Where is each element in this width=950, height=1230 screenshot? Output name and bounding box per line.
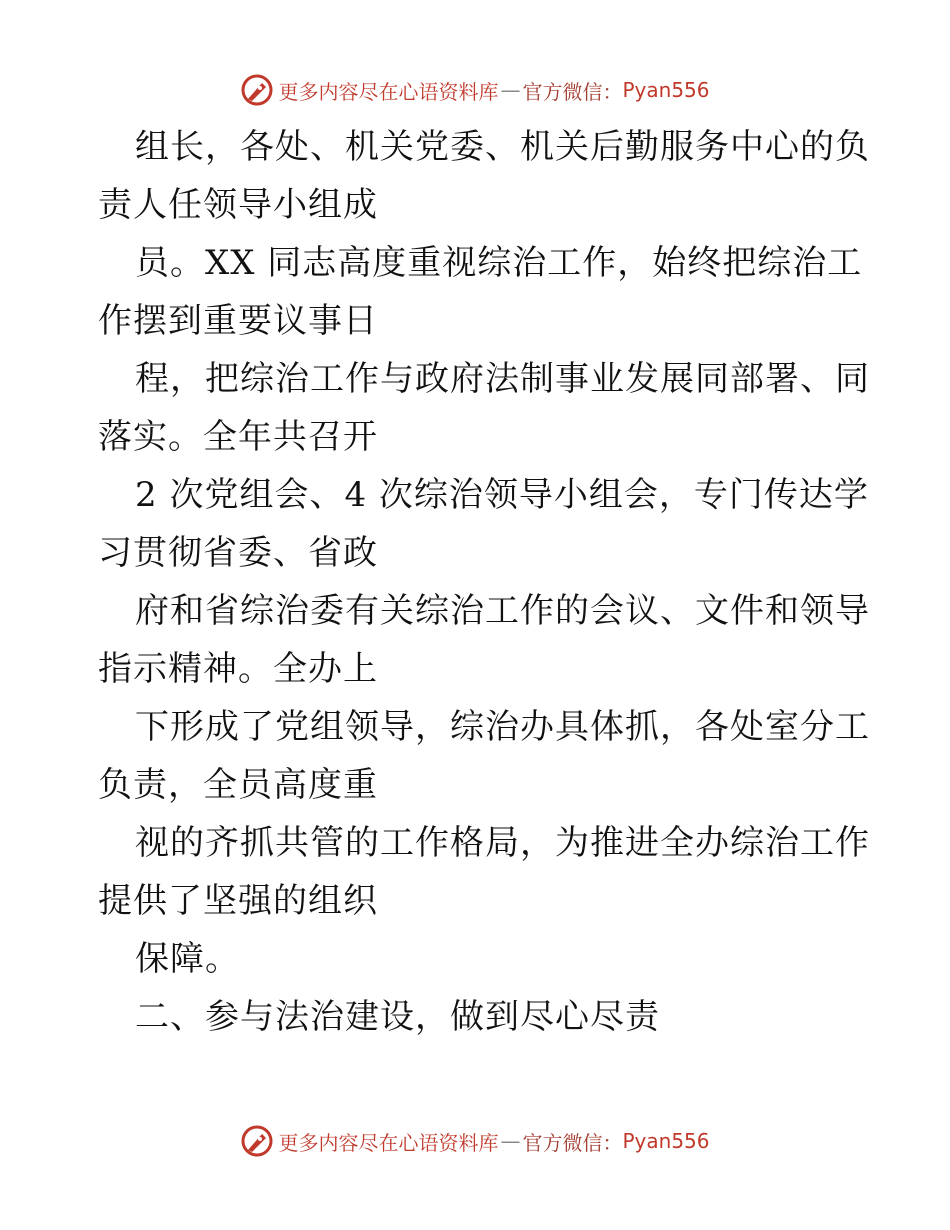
body-line: 府和省综治委有关综治工作的会议、文件和领导 xyxy=(135,591,870,631)
body-line: 下形成了党组领导，综治办具体抓，各处室分工 xyxy=(135,707,870,747)
body-line: 视的齐抓共管的工作格局，为推进全办综治工作 xyxy=(135,823,870,863)
body-line: 组长，各处、机关党委、机关后勤服务中心的负 xyxy=(135,127,870,167)
body-line: 作摆到重要议事日 xyxy=(98,301,378,341)
watermark-site-text: 更多内容尽在心语资料库 xyxy=(278,1130,499,1155)
body-line: 负责，全员高度重 xyxy=(98,765,378,805)
body-line: 责人任领导小组成 xyxy=(98,185,378,225)
body-line: 指示精神。全办上 xyxy=(98,649,378,689)
watermark-wechat-id: Pyan556 xyxy=(622,1129,710,1153)
section-heading: 二、参与法治建设，做到尽心尽责 xyxy=(135,997,660,1037)
pen-nib-logo-icon xyxy=(240,1124,274,1158)
body-line: 2 次党组会、4 次综治领导小组会，专门传达学 xyxy=(135,475,869,515)
body-line: 习贯彻省委、省政 xyxy=(98,533,378,573)
watermark-wechat-label: 官方微信： xyxy=(522,1130,623,1155)
body-line: 落实。全年共召开 xyxy=(98,417,378,457)
watermark-separator: — xyxy=(500,1129,521,1153)
watermark-separator: — xyxy=(500,78,521,102)
body-line: 提供了坚强的组织 xyxy=(98,881,378,921)
watermark-wechat-id: Pyan556 xyxy=(622,78,710,102)
footer-watermark xyxy=(0,1121,950,1161)
watermark-site-text: 更多内容尽在心语资料库 xyxy=(278,79,499,104)
body-line: 员。XX 同志高度重视综治工作，始终把综治工 xyxy=(135,243,863,283)
watermark-wechat-label: 官方微信： xyxy=(522,79,623,104)
body-line: 保障。 xyxy=(135,939,240,979)
body-line: 程，把综治工作与政府法制事业发展同部署、同 xyxy=(135,359,870,399)
